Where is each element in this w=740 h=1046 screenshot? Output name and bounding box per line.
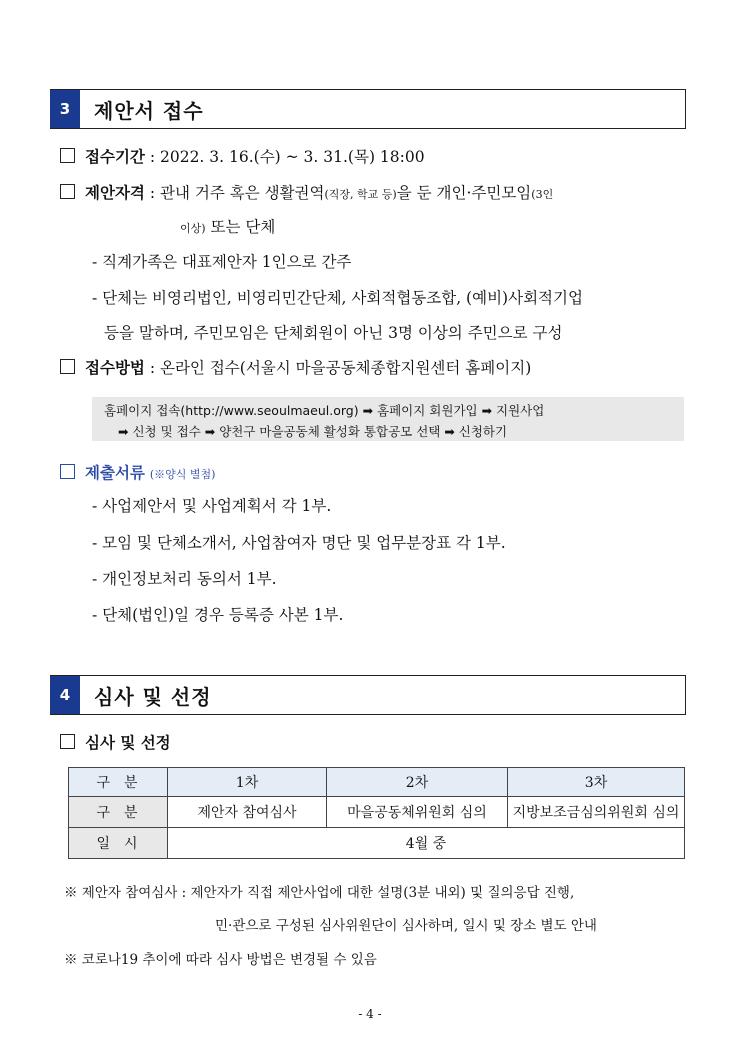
checkbox-icon <box>60 359 75 374</box>
guide-line-2: ➡ 신청 및 접수 ➡ 양천구 마을공동체 활성화 통합공모 선택 ➡ 신청하기 <box>118 424 508 439</box>
docs-item: - 사업제안서 및 사업계획서 각 1부. <box>92 497 332 515</box>
table-cell: 구분 <box>69 797 168 828</box>
qualification-sub2a: - 단체는 비영리법인, 비영리민간단체, 사회적협동조합, (예비)사회적기업 <box>92 289 583 307</box>
qualification-text2: 을 둔 개인·주민모임 <box>396 184 532 202</box>
table-row <box>69 768 685 797</box>
docs-item: - 개인정보처리 동의서 1부. <box>92 570 277 588</box>
table-cell: 2차 <box>327 768 508 797</box>
table-cell: 3차 <box>508 768 685 797</box>
qualification-small3: 이상) <box>180 222 206 235</box>
table-row <box>69 828 685 859</box>
docs-item: - 단체(법인)일 경우 등록증 사본 1부. <box>92 606 344 624</box>
checkbox-icon <box>60 184 75 199</box>
table-cell: 일시 <box>69 828 168 859</box>
period-value: : 2022. 3. 16.(수) ~ 3. 31.(목) 18:00 <box>144 148 425 166</box>
guide-line-1: 홈페이지 접속(http://www.seoulmaeul.org) ➡ 홈페이지 회원가입 ➡ 지원사업 <box>104 403 545 418</box>
qualification-line <box>60 181 553 203</box>
docs-item: - 모임 및 단체소개서, 사업참여자 명단 및 업무분장표 각 1부. <box>92 534 506 552</box>
period-line <box>60 145 425 167</box>
qualification-sub2b: 등을 말하며, 주민모임은 단체회원이 아닌 3명 이상의 주민으로 구성 <box>104 324 563 342</box>
section-number: 3 <box>50 90 80 128</box>
table-cell: 구분 <box>69 768 168 797</box>
method-label: 접수방법 <box>85 359 145 377</box>
table-cell: 제안자 참여심사 <box>168 797 327 828</box>
docs-label: 제출서류 <box>85 464 145 482</box>
table-cell: 마을공동체위원회 심의 <box>327 797 508 828</box>
method-line <box>60 356 531 378</box>
section-title: 제안서 접수 <box>94 98 204 123</box>
section-title: 심사 및 선정 <box>94 684 212 709</box>
method-value: : 온라인 접수(서울시 마을공동체종합지원센터 홈페이지) <box>144 359 532 377</box>
qualification-text3: 또는 단체 <box>205 218 276 236</box>
table-cell: 4월 중 <box>168 828 685 859</box>
page-number: - 4 - <box>358 1007 382 1021</box>
qualification-small: (직장, 학교 등) <box>324 188 397 201</box>
review-note-1b: 민·관으로 구성된 심사위원단이 심사하며, 일시 및 장소 별도 안내 <box>215 918 597 934</box>
application-guide <box>92 397 684 441</box>
qualification-text: : 관내 거주 혹은 생활권역 <box>144 184 325 202</box>
checkbox-icon <box>60 148 75 163</box>
checkbox-icon <box>60 734 75 749</box>
section-4-header <box>50 675 686 715</box>
review-line <box>60 731 171 753</box>
table-cell: 지방보조금심의위원회 심의 <box>508 797 685 828</box>
table-cell: 1차 <box>168 768 327 797</box>
section-3-header <box>50 89 686 129</box>
qualification-sub1: - 직계가족은 대표제안자 1인으로 간주 <box>92 253 352 271</box>
qualification-small2: (3인 <box>531 188 554 201</box>
docs-note: (※양식 별첨) <box>149 468 216 481</box>
qualification-line2 <box>180 215 275 237</box>
table-row <box>69 797 685 828</box>
section-number: 4 <box>50 676 80 714</box>
qualification-label: 제안자격 <box>85 184 145 202</box>
docs-line <box>60 461 215 483</box>
review-note-2: ※ 코로나19 추이에 따라 심사 방법은 변경될 수 있음 <box>64 952 377 968</box>
period-label: 접수기간 <box>85 148 145 166</box>
review-label: 심사 및 선정 <box>85 734 171 752</box>
review-note-1a: ※ 제안자 참여심사 : 제안자가 직접 제안사업에 대한 설명(3분 내외) 및 질의응답 진행, <box>64 885 575 901</box>
review-table <box>68 767 685 859</box>
checkbox-icon <box>60 464 75 479</box>
